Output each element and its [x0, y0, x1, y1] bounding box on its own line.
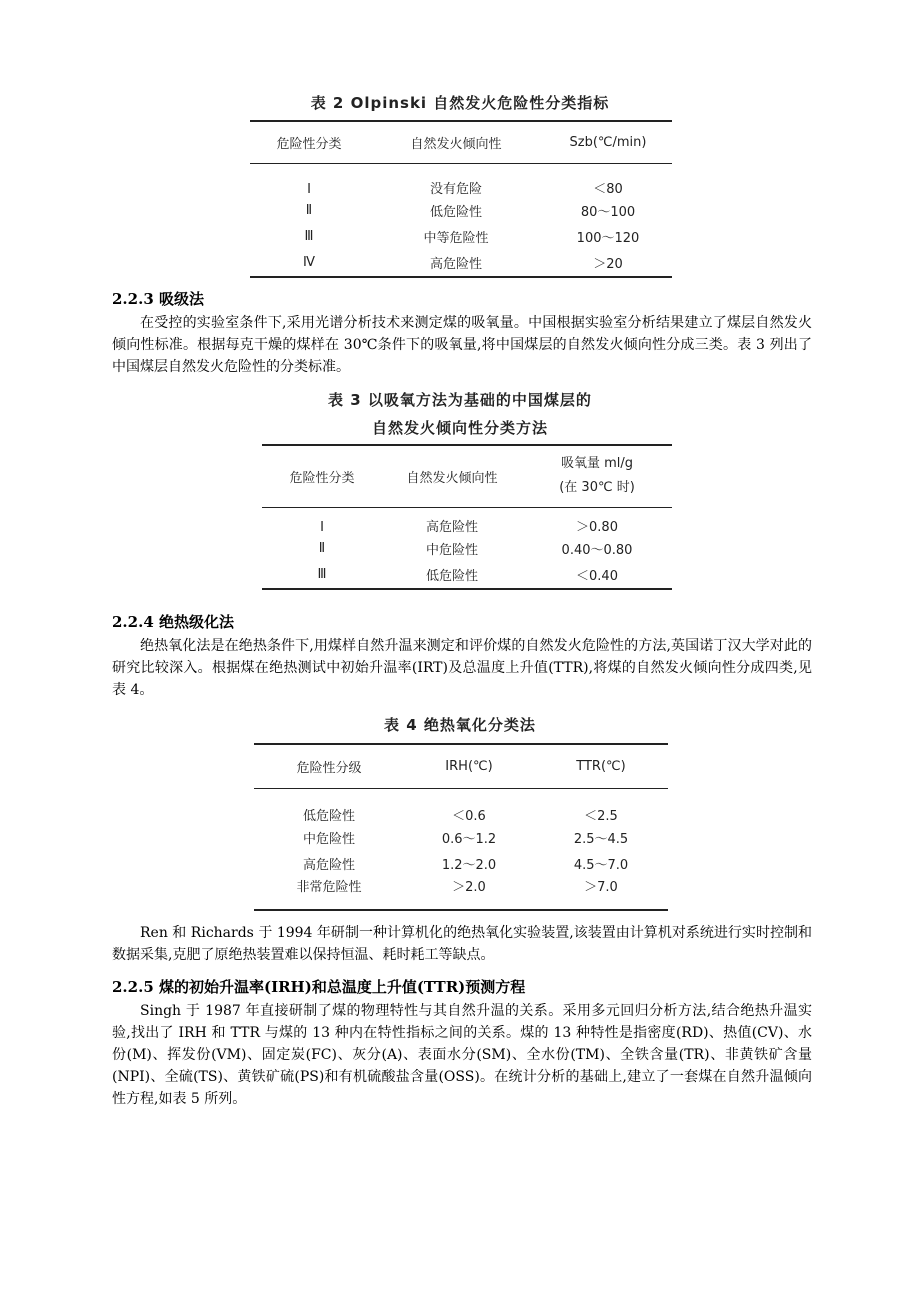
- table-cell: 非常危险性: [296, 880, 362, 895]
- section-heading-2-2-3: 2.2.3 吸级法: [112, 290, 204, 308]
- table-cell: ＜0.40: [576, 569, 618, 584]
- table-cell: Ⅱ: [318, 540, 326, 556]
- table-cell: ＜80: [593, 182, 623, 197]
- table4-header-cell: IRH(℃): [445, 758, 493, 774]
- table-cell: 低危险性: [429, 204, 482, 220]
- table2: [250, 120, 672, 278]
- table-cell: 2.5～4.5: [573, 831, 629, 847]
- table-cell: 高危险性: [425, 520, 478, 535]
- table3-header-row: [262, 445, 672, 507]
- table-cell: ＞2.0: [452, 880, 486, 895]
- table-cell: ＞0.80: [576, 520, 618, 535]
- paragraph-2-2-5: Singh 于 1987 年直接研制了煤的物理特性与其自然升温的关系。采用多元回归分析方法,结合绝热升温实验,找出了 IRH 和 TTR 与煤的 13 种内在特性指标之间的关系。煤的 13 种特性是指密度(RD)、热值(CV)、水份(M)、挥发份(VM)、固定炭(FC)、灰分(A)、表面水分(SM)、全水份(TM)、全铁含量(TR)、非黄铁矿含量(NPI)、全硫(TS)、黄铁矿硫(PS)和有机硫酸盐含量(OSS)。在统计分析的基础上,建立了一套煤在自然升温倾向性方程,如表 5 所列。: [112, 1003, 812, 1107]
- table3-title-line2: 自然发火倾向性分类方法: [371, 419, 548, 437]
- table-cell: 0.6～1.2: [441, 831, 497, 847]
- table-cell: 80～100: [580, 204, 636, 220]
- table-row: [262, 561, 672, 589]
- table2-header-cell: 自然发火倾向性: [410, 136, 502, 152]
- table-cell: 1.2～2.0: [441, 857, 497, 873]
- table-cell: ＜0.6: [452, 809, 486, 824]
- table-cell: 高危险性: [302, 857, 355, 873]
- table-cell: 低危险性: [425, 569, 478, 584]
- table2-title: 表 2 Olpinski 自然发火危险性分类指标: [310, 94, 610, 112]
- table3-header-cell: 危险性分类: [289, 470, 355, 486]
- paragraph-2-2-3: 在受控的实验室条件下,采用光谱分析技术来测定煤的吸氧量。中国根据实验室分析结果建立了煤层自然发火倾向性标准。根据每克干燥的煤样在 30℃条件下的吸氧量,将中国煤层的自然发火倾向性分成三类。表 3 列出了中国煤层自然发火危险性的分类标准。: [112, 315, 812, 375]
- table2-header-cell: 危险性分类: [276, 136, 342, 152]
- table-row: [262, 535, 672, 561]
- table3-header-cell: 自然发火倾向性: [406, 470, 498, 486]
- table-row: [254, 876, 668, 910]
- table2-header-row: [250, 121, 672, 163]
- table4-header-cell: 危险性分级: [296, 760, 362, 776]
- table-row: [250, 163, 672, 197]
- table2-header-cell: Szb(℃/min): [569, 134, 647, 150]
- table-row: [254, 824, 668, 850]
- table-cell: 高危险性: [429, 257, 482, 272]
- table4-title: 表 4 绝热氧化分类法: [384, 716, 536, 734]
- table-cell: Ⅲ: [304, 228, 314, 244]
- table-cell: Ⅰ: [307, 182, 311, 197]
- table-cell: 0.40～0.80: [561, 542, 633, 558]
- table-cell: Ⅰ: [320, 520, 324, 535]
- table4-header-cell: TTR(℃): [576, 758, 626, 774]
- table-cell: 4.5～7.0: [573, 857, 629, 873]
- table-cell: 中危险性: [302, 831, 355, 847]
- table4: [254, 743, 668, 911]
- table3-header-condition: (在 30℃ 时): [559, 480, 635, 496]
- table3: [262, 444, 672, 590]
- table-cell: Ⅱ: [305, 202, 313, 218]
- table-cell: ＞20: [593, 257, 623, 272]
- table-cell: Ⅳ: [303, 255, 315, 270]
- section-heading-2-2-4: 2.2.4 绝热级化法: [112, 613, 234, 631]
- paragraph-2-2-4: 绝热氧化法是在绝热条件下,用煤样自然升温来测定和评价煤的自然发火危险性的方法,英国诺丁汉大学对此的研究比较深入。根据煤在绝热测试中初始升温率(IRT)及总温度上升值(TTR),将煤的自然发火倾向性分成四类,见表 4。: [112, 638, 812, 698]
- table-row: [254, 850, 668, 876]
- section-heading-2-2-5: 2.2.5 煤的初始升温率(IRH)和总温度上升值(TTR)预测方程: [112, 978, 526, 996]
- table-row: [254, 788, 668, 824]
- table-cell: 中等危险性: [423, 230, 489, 246]
- table4-header-row: [254, 744, 668, 788]
- table-cell: ＞7.0: [584, 880, 618, 895]
- table-cell: 低危险性: [302, 809, 355, 824]
- table3-header-cell: [522, 445, 672, 507]
- table3-title-line1: 表 3 以吸氧方法为基础的中国煤层的: [328, 391, 592, 409]
- table-cell: 中危险性: [425, 542, 478, 558]
- table-cell: 没有危险: [429, 182, 482, 197]
- table-cell: Ⅲ: [317, 567, 327, 582]
- table-row: [250, 249, 672, 277]
- table-row: [262, 507, 672, 535]
- table-cell: 100～120: [576, 230, 640, 246]
- table-cell: ＜2.5: [584, 809, 618, 824]
- table-row: [250, 197, 672, 223]
- table-row: [250, 223, 672, 249]
- paragraph-ren-richards: Ren 和 Richards 于 1994 年研制一种计算机化的绝热氧化实验装置,该装置由计算机对系统进行实时控制和数据采集,克肥了原绝热装置难以保持恒温、耗时耗工等缺点。: [112, 925, 812, 963]
- table3-header-unit: 吸氧量 ml/g: [560, 456, 634, 472]
